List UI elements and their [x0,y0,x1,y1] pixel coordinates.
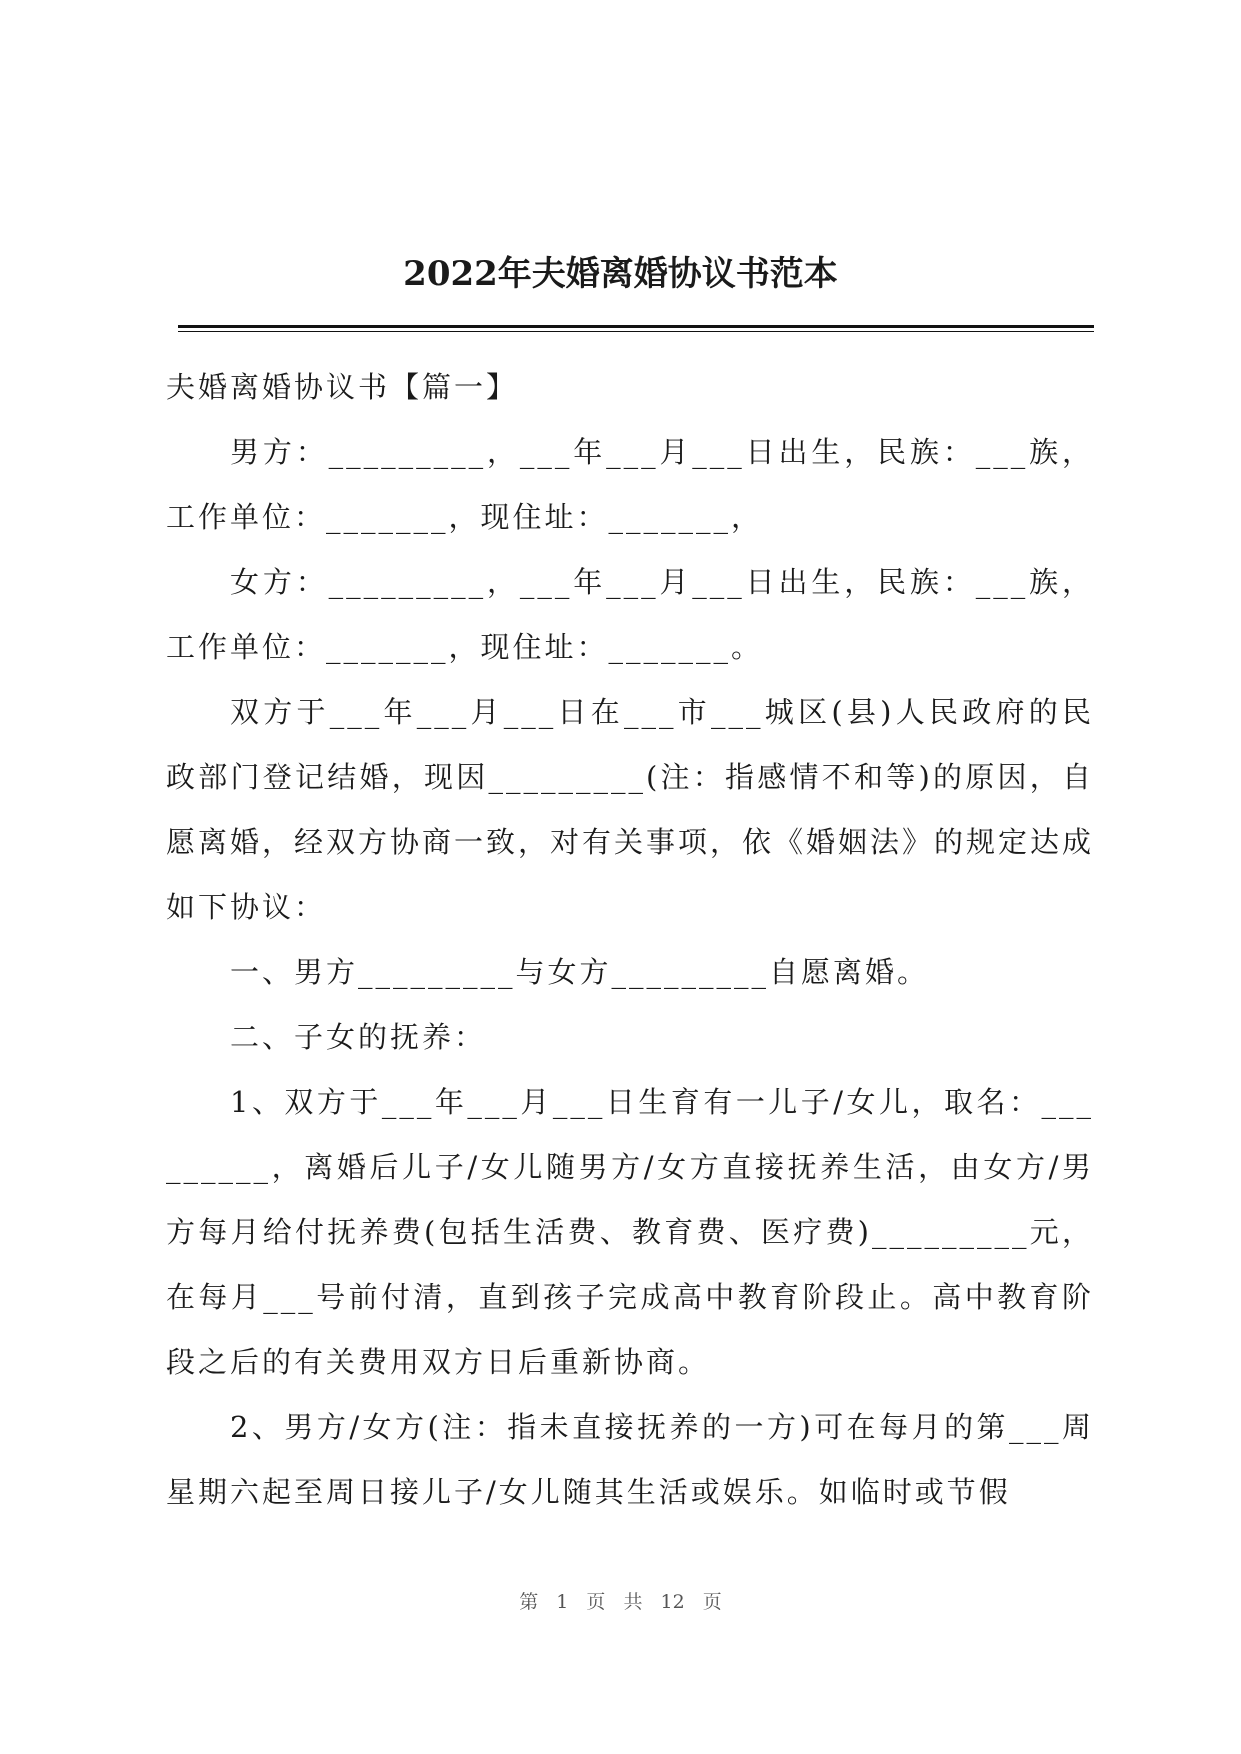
paragraph-female-party: 女方：_________，___年___月___日出生，民族：___族，工作单位：_______，现住址：_______。 [166,565,1094,664]
document-title: 2022年夫婚离婚协议书范本 [403,254,838,294]
paragraph-male-party: 男方：_________，___年___月___日出生，民族：___族，工作单位：_______，现住址：_______， [166,435,1094,534]
clause-visitation: 2、男方/女方(注：指未直接抚养的一方)可在每月的第___周星期六起至周日接儿子/女儿随其生活或娱乐。如临时或节假 [166,1410,1094,1509]
title-divider [178,325,1094,332]
clause-child-support: 1、双方于___年___月___日生育有一儿子/女儿，取名：_________，离婚后儿子/女儿随男方/女方直接抚养生活，由女方/男方每月给付抚养费(包括生活费、教育费、医疗费)_________元，在每月___号前付清，直到孩子完成高中教育阶段止。高中教育阶段之后的有关费用双方日后重新协商。 [166,1085,1094,1379]
page-footer: 第 1 页 共 12 页 [519,1591,722,1613]
section-heading: 夫婚离婚协议书【篇一】 [166,370,519,404]
clause-divorce: 一、男方_________与女方_________自愿离婚。 [230,955,930,989]
paragraph-marriage-registration: 双方于___年___月___日在___市___城区(县)人民政府的民政部门登记结婚，现因_________(注：指感情不和等)的原因，自愿离婚，经双方协商一致，对有关事项，依《婚姻法》的规定达成如下协议： [166,695,1095,924]
clause-child-custody-heading: 二、子女的抚养： [230,1020,487,1054]
document-body [166,355,1094,1525]
